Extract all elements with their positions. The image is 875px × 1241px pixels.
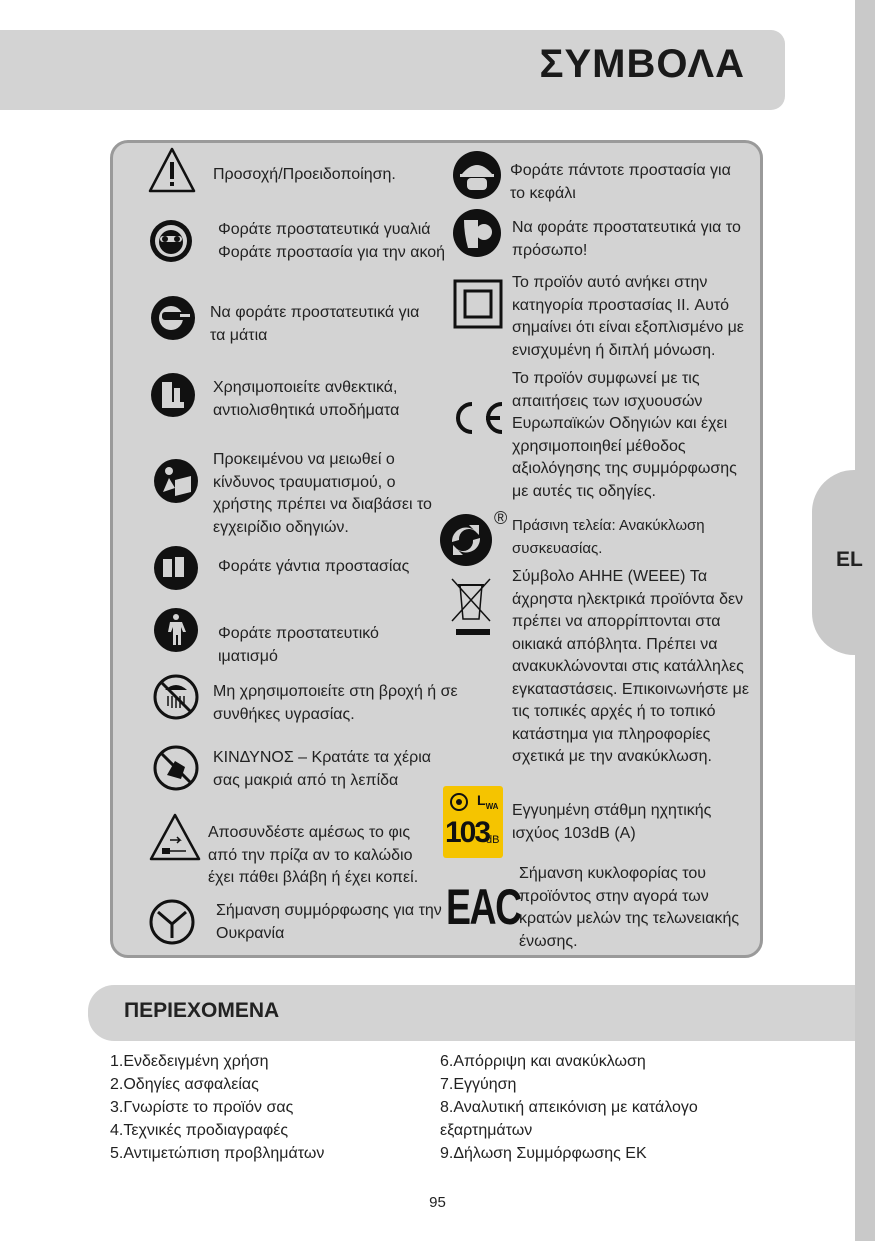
toc-item-8-cont: εξαρτημάτων xyxy=(440,1122,533,1139)
page-title: ΣΥΜΒΟΛΑ xyxy=(539,42,745,86)
toc-item-9: 9.Δήλωση Συμμόρφωσης ΕΚ xyxy=(440,1145,647,1162)
toc-item-1: 1.Ενδεδειγμένη χρήση xyxy=(110,1053,269,1070)
symbols-header xyxy=(0,30,785,110)
noise-level-badge xyxy=(443,786,503,858)
ce-text: Το προϊόν συμφωνεί με τις απαιτήσεις των ισχυουσών Ευρωπαϊκών Οδηγιών και έχει χρησιμοποιηθεί μέθοδος αξιολόγησης της συμμόρφωσης με αυτές τις οδηγίες. xyxy=(512,370,737,500)
rain-text: Μη χρησιμοποιείτε στη βροχή ή σε συνθήκες υγρασίας. xyxy=(213,683,458,723)
toc-item-8: 8.Αναλυτική απεικόνιση με κατάλογο xyxy=(440,1099,698,1116)
keep-hands-away-icon xyxy=(153,745,199,791)
warning-triangle-icon xyxy=(147,146,197,194)
weee-text: Σύμβολο AHHE (WEEE) Τα άχρηστα ηλεκτρικά προϊόντα δεν πρέπει να απορρίπτονται στα οικιακά απόβλητα. Πρέπει να ανακυκλώνονται στις κατάλληλες εγκαταστάσεις. Επικοινωνήστε με τις τοπικές αρχές ή το τοπικό κατάστημα για πληροφορίες σχετικά με την ανακύκλωση. xyxy=(512,568,749,765)
green-dot-recycling-icon xyxy=(438,512,498,568)
ukraine-text: Σήμανση συμμόρφωσης για την Ουκρανία xyxy=(216,902,442,942)
toc-item-5: 5.Αντιμετώπιση προβλημάτων xyxy=(110,1145,325,1162)
toc-item-2: 2.Οδηγίες ασφαλείας xyxy=(110,1076,259,1093)
eye-protection-icon xyxy=(150,295,196,341)
class-2-insulation-icon xyxy=(452,278,504,330)
weee-crossed-bin-icon xyxy=(448,575,496,639)
unplug-triangle-icon xyxy=(148,812,202,862)
noise-text: Εγγυημένη στάθμη ηχητικής ισχύος 103dB (A) xyxy=(512,802,712,842)
face-protection-text: Να φοράτε προστατευτικά για το πρόσωπο! xyxy=(512,219,741,259)
gloves-icon xyxy=(153,545,199,591)
noise-value: 103 xyxy=(445,816,490,849)
language-tab-label: EL xyxy=(836,548,863,571)
gloves-text: Φοράτε γάντια προστασίας xyxy=(218,558,410,575)
manual-text: Προκειμένου να μειωθεί ο κίνδυνος τραυματισμού, ο χρήστης πρέπει να διαβάσει το εγχειρίδιο οδηγιών. xyxy=(213,451,432,536)
noise-unit: dB xyxy=(486,834,500,846)
noise-lwa-sub: WA xyxy=(485,801,499,811)
ce-mark-icon xyxy=(448,398,506,438)
warning-text: Προσοχή/Προειδοποίηση. xyxy=(213,166,396,183)
face-protection-icon xyxy=(452,208,502,258)
language-tab xyxy=(812,470,875,655)
registered-mark: ® xyxy=(494,508,508,528)
eac-mark: EAC xyxy=(446,879,521,935)
noise-lwa-label xyxy=(477,792,498,811)
page-number: 95 xyxy=(429,1194,446,1211)
ear-eye-line-2: Φοράτε προστασία για την ακοή xyxy=(218,244,446,261)
head-protection-text: Φοράτε πάντοτε προστασία για το κεφάλι xyxy=(510,162,731,202)
eac-text: Σήμανση κυκλοφορίας του προϊόντος στην αγορά των κρατών μελών της τελωνειακής ένωσης. xyxy=(519,865,740,950)
no-rain-icon xyxy=(153,674,199,720)
contents-title: ΠΕΡΙΕΧΟΜΕΝΑ xyxy=(124,999,280,1022)
class-2-text: Το προϊόν αυτό ανήκει στην κατηγορία προστασίας II. Αυτό σημαίνει ότι είναι εξοπλισμένο με ενισχυμένη ή διπλή μόνωση. xyxy=(512,274,744,359)
toc-item-6: 6.Απόρριψη και ανακύκλωση xyxy=(440,1053,646,1070)
unplug-text: Αποσυνδέστε αμέσως το φις από την πρίζα αν το καλώδιο έχει πάθει βλάβη ή έχει κοπεί. xyxy=(208,824,419,886)
ukraine-conformity-icon xyxy=(148,898,196,946)
head-protection-icon xyxy=(452,150,502,200)
contents-header xyxy=(88,985,855,1041)
ear-eye-line-1: Φοράτε προστατευτικά γυαλιά xyxy=(218,221,431,238)
protective-clothing-icon xyxy=(153,607,199,653)
clothing-text: Φοράτε προστατευτικό ιματισμό xyxy=(218,625,379,665)
noise-lwa-letter: L xyxy=(477,792,486,808)
toc-item-3: 3.Γνωρίστε το προϊόν σας xyxy=(110,1099,294,1116)
green-dot-text: Πράσινη τελεία: Ανακύκλωση συσκευασίας. xyxy=(512,517,705,557)
read-manual-icon xyxy=(153,458,199,504)
safety-boots-icon xyxy=(150,372,196,418)
toc-item-4: 4.Τεχνικές προδιαγραφές xyxy=(110,1122,289,1139)
danger-blade-text: ΚΙΝΔΥΝΟΣ – Κρατάτε τα χέρια σας μακριά από τη λεπίδα xyxy=(213,749,432,789)
eye-protection-text: Να φοράτε προστατευτικά για τα μάτια xyxy=(210,304,420,344)
toc-item-7: 7.Εγγύηση xyxy=(440,1076,517,1093)
boots-text: Χρησιμοποιείτε ανθεκτικά, αντιολισθητικά υποδήματα xyxy=(213,379,400,419)
ear-eye-protection-icon xyxy=(148,218,194,264)
speaker-icon xyxy=(449,792,471,812)
